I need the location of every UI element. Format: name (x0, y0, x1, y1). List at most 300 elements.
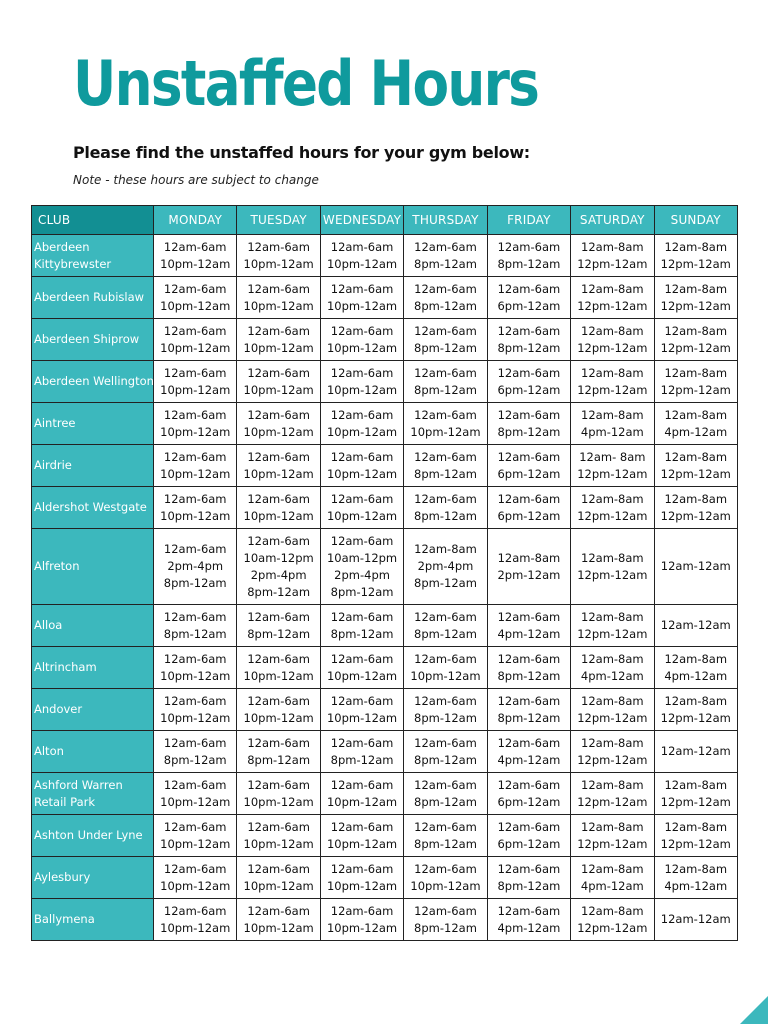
hours-cell (487, 773, 570, 815)
club-name-cell (32, 857, 154, 899)
hours-range: 12am-8am (664, 491, 728, 506)
hours-range: 12am-8am (581, 735, 644, 750)
hours-range: 10am-12pm (326, 550, 398, 565)
hours-range: 8pm-12am (163, 626, 227, 641)
hours-cell (487, 235, 570, 277)
hours-range: 2pm-4pm (417, 559, 474, 573)
hours-range: 10pm-12am (243, 794, 314, 809)
hours-range: 12am-8am (581, 365, 644, 380)
hours-cell (654, 403, 737, 445)
club-name-line: Kittybrewster (34, 256, 112, 271)
hours-range: 12am-8am (414, 542, 477, 556)
hours-range: 8pm-12am (247, 626, 311, 641)
column-header-club: CLUB (32, 206, 154, 235)
hours-cell (404, 731, 487, 773)
hours-range: 12am-6am (330, 365, 394, 380)
hours-cell (320, 731, 403, 773)
hours-cell (404, 361, 487, 403)
hours-range: 10pm-12am (160, 836, 231, 851)
hours-range: 10pm-12am (410, 668, 481, 683)
table-body (32, 235, 738, 941)
hours-range: 12am-6am (247, 365, 310, 380)
hours-range: 12am-6am (247, 281, 310, 296)
hours-cell (571, 277, 654, 319)
hours-range: 8pm-12am (247, 584, 311, 599)
hours-range: 12am-6am (163, 239, 227, 254)
hours-cell (320, 277, 403, 319)
hours-range: 10pm-12am (243, 298, 314, 313)
hours-cell (237, 899, 320, 941)
hours-cell (654, 445, 737, 487)
hours-cell (237, 605, 320, 647)
hours-cell (154, 403, 237, 445)
hours-range: 12am-6am (163, 323, 227, 338)
hours-range: 12pm-12am (577, 298, 648, 313)
hours-range: 10pm-12am (243, 466, 314, 481)
hours-range: 12am-8am (664, 407, 728, 422)
table-row (32, 319, 738, 361)
club-name-cell (32, 815, 154, 857)
hours-cell (154, 647, 237, 689)
hours-range: 12pm-12am (577, 710, 648, 725)
club-name-cell (32, 689, 154, 731)
table-row (32, 647, 738, 689)
hours-range: 10pm-12am (160, 668, 231, 683)
hours-cell (237, 487, 320, 529)
hours-range: 12am-6am (330, 323, 394, 338)
hours-cell (654, 235, 737, 277)
hours-range: 12am-8am (664, 239, 728, 254)
hours-range: 12pm-12am (660, 298, 731, 313)
hours-cell (237, 319, 320, 361)
hours-range: 12am-6am (497, 609, 561, 624)
hours-range: 12am-6am (497, 819, 561, 834)
club-name-cell (32, 899, 154, 941)
table-row (32, 899, 738, 941)
hours-range: 12pm-12am (660, 794, 731, 809)
hours-range: 12am-6am (247, 903, 310, 918)
hours-cell (320, 857, 403, 899)
hours-cell (487, 529, 570, 605)
hours-range: 12pm-12am (577, 256, 648, 271)
hours-cell (154, 773, 237, 815)
hours-cell (654, 857, 737, 899)
hours-range: 12pm-12am (577, 920, 648, 935)
table-row (32, 487, 738, 529)
hours-cell (154, 361, 237, 403)
hours-cell (320, 361, 403, 403)
hours-range: 12am-6am (163, 365, 227, 380)
hours-range: 12am-6am (414, 861, 477, 876)
hours-range: 12am-6am (330, 533, 394, 548)
hours-range: 12am-6am (497, 365, 561, 380)
hours-cell (237, 857, 320, 899)
hours-range: 8pm-12am (330, 584, 394, 599)
hours-cell (154, 605, 237, 647)
hours-range: 10pm-12am (326, 794, 398, 809)
hours-range: 8pm-12am (414, 508, 477, 523)
hours-cell (154, 445, 237, 487)
hours-range: 10pm-12am (160, 340, 231, 355)
hours-range: 12am-8am (664, 365, 728, 380)
club-name-cell (32, 773, 154, 815)
hours-cell (237, 361, 320, 403)
hours-cell (571, 647, 654, 689)
hours-range: 12am-12am (660, 912, 731, 926)
hours-range: 12am-12am (660, 744, 731, 758)
hours-cell (404, 899, 487, 941)
hours-cell (487, 445, 570, 487)
hours-range: 12am-12am (660, 559, 731, 573)
hours-range: 12am-6am (414, 365, 477, 380)
hours-cell (404, 857, 487, 899)
club-name-line: Aberdeen Wellington (34, 374, 154, 388)
hours-range: 10pm-12am (160, 794, 231, 809)
hours-range: 8pm-12am (414, 576, 477, 590)
hours-range: 12pm-12am (577, 508, 648, 523)
hours-range: 12am-8am (581, 407, 644, 422)
club-name-cell (32, 403, 154, 445)
hours-cell (320, 605, 403, 647)
hours-cell (320, 647, 403, 689)
hours-range: 12pm-12am (577, 466, 648, 481)
hours-cell (404, 235, 487, 277)
club-name-line: Alloa (34, 618, 63, 632)
hours-range: 10pm-12am (326, 298, 398, 313)
page-title: Unstaffed Hours (73, 47, 539, 120)
hours-range: 6pm-12am (497, 508, 561, 523)
hours-range: 12am-6am (163, 777, 227, 792)
hours-range: 8pm-12am (497, 710, 561, 725)
club-name-line: Altrincham (34, 660, 97, 674)
hours-range: 12am-6am (163, 491, 227, 506)
hours-range: 12am-6am (497, 735, 561, 750)
hours-cell (487, 815, 570, 857)
hours-cell (237, 445, 320, 487)
hours-range: 12pm-12am (577, 794, 648, 809)
hours-range: 4pm-12am (664, 668, 728, 683)
hours-range: 10pm-12am (160, 920, 231, 935)
hours-range: 12am-6am (163, 735, 227, 750)
hours-cell (571, 731, 654, 773)
table-row (32, 773, 738, 815)
hours-range: 12am-6am (163, 407, 227, 422)
hours-range: 10pm-12am (326, 878, 398, 893)
hours-range: 8pm-12am (497, 878, 561, 893)
hours-range: 12am-6am (330, 651, 394, 666)
hours-range: 12am-6am (497, 491, 561, 506)
table-row (32, 815, 738, 857)
hours-range: 12am-8am (581, 693, 644, 708)
hours-cell (154, 731, 237, 773)
column-header-monday: MONDAY (154, 206, 237, 235)
hours-range: 12am-6am (414, 491, 477, 506)
hours-range: 10pm-12am (160, 298, 231, 313)
table-row (32, 689, 738, 731)
hours-range: 6pm-12am (497, 298, 561, 313)
club-name-cell (32, 445, 154, 487)
hours-cell (571, 899, 654, 941)
hours-range: 12am-6am (330, 491, 394, 506)
club-name-cell (32, 529, 154, 605)
hours-range: 8pm-12am (414, 710, 477, 725)
hours-range: 10pm-12am (160, 878, 231, 893)
column-header-thursday: THURSDAY (404, 206, 487, 235)
hours-range: 12am-8am (581, 819, 644, 834)
table-row (32, 529, 738, 605)
hours-range: 8pm-12am (414, 794, 477, 809)
hours-range: 12am-6am (497, 407, 561, 422)
club-name-line: Aberdeen (34, 239, 90, 254)
hours-range: 12am-6am (497, 281, 561, 296)
hours-cell (654, 689, 737, 731)
hours-range: 4pm-12am (497, 920, 561, 935)
hours-range: 10pm-12am (160, 710, 231, 725)
hours-range: 12am-8am (581, 903, 644, 918)
hours-cell (237, 647, 320, 689)
hours-range: 10pm-12am (160, 256, 231, 271)
hours-range: 12am-6am (330, 239, 394, 254)
hours-cell (320, 235, 403, 277)
table-row (32, 445, 738, 487)
hours-cell (320, 815, 403, 857)
hours-range: 2pm-12am (497, 567, 561, 582)
table-row (32, 857, 738, 899)
hours-range: 12am- 8am (579, 449, 646, 464)
hours-cell (154, 487, 237, 529)
hours-cell (320, 773, 403, 815)
hours-range: 12am-6am (247, 777, 310, 792)
hours-range: 12am-6am (247, 735, 310, 750)
hours-range: 12am-6am (330, 777, 394, 792)
hours-range: 12pm-12am (660, 836, 731, 851)
hours-cell (154, 319, 237, 361)
hours-range: 12am-6am (247, 693, 310, 708)
hours-range: 12am-6am (163, 609, 227, 624)
hours-range: 12am-6am (163, 903, 227, 918)
hours-cell (320, 403, 403, 445)
hours-range: 12pm-12am (577, 836, 648, 851)
club-name-line: Alton (34, 744, 64, 758)
hours-cell (320, 487, 403, 529)
hours-range: 12am-6am (247, 407, 310, 422)
hours-cell (571, 403, 654, 445)
hours-cell (571, 361, 654, 403)
hours-cell (571, 605, 654, 647)
club-name-line: Ballymena (34, 912, 95, 926)
hours-range: 8pm-12am (414, 256, 477, 271)
hours-cell (404, 277, 487, 319)
hours-range: 12am-6am (497, 323, 561, 338)
hours-cell (487, 487, 570, 529)
club-name-cell (32, 647, 154, 689)
column-header-sunday: SUNDAY (654, 206, 737, 235)
hours-range: 4pm-12am (497, 626, 561, 641)
hours-range: 8pm-12am (414, 298, 477, 313)
hours-cell (654, 815, 737, 857)
hours-range: 12am-6am (497, 449, 561, 464)
hours-cell (404, 403, 487, 445)
hours-range: 10pm-12am (160, 382, 231, 397)
hours-range: 12am-6am (497, 903, 561, 918)
hours-range: 12am-6am (414, 735, 477, 750)
hours-range: 10pm-12am (160, 508, 231, 523)
club-name-line: Aintree (34, 416, 76, 430)
hours-cell (404, 773, 487, 815)
hours-cell (154, 815, 237, 857)
hours-range: 4pm-12am (580, 424, 644, 439)
club-name-line: Aylesbury (34, 870, 91, 884)
hours-cell (237, 403, 320, 445)
hours-range: 12am-6am (163, 819, 227, 834)
hours-range: 6pm-12am (497, 836, 561, 851)
hours-cell (154, 529, 237, 605)
hours-range: 2pm-4pm (250, 567, 307, 582)
hours-range: 10pm-12am (160, 424, 231, 439)
hours-range: 12am-8am (581, 609, 644, 624)
hours-cell (654, 319, 737, 361)
hours-range: 4pm-12am (580, 668, 644, 683)
hours-range: 10pm-12am (326, 424, 398, 439)
hours-range: 10pm-12am (243, 508, 314, 523)
hours-range: 10pm-12am (243, 668, 314, 683)
hours-range: 12pm-12am (577, 382, 648, 397)
hours-cell (404, 319, 487, 361)
hours-range: 8pm-12am (497, 668, 561, 683)
hours-range: 10pm-12am (243, 920, 314, 935)
hours-range: 12am-8am (664, 651, 728, 666)
hours-range: 4pm-12am (664, 878, 728, 893)
hours-range: 12am-6am (414, 903, 477, 918)
hours-range: 12am-6am (330, 693, 394, 708)
hours-range: 10pm-12am (326, 668, 398, 683)
hours-range: 12pm-12am (660, 382, 731, 397)
hours-range: 12am-8am (581, 239, 644, 254)
hours-range: 8pm-12am (414, 340, 477, 355)
table-row (32, 277, 738, 319)
hours-range: 8pm-12am (497, 256, 561, 271)
hours-cell (404, 605, 487, 647)
hours-range: 12pm-12am (660, 466, 731, 481)
hours-cell (571, 319, 654, 361)
hours-range: 10pm-12am (243, 340, 314, 355)
hours-range: 10pm-12am (243, 256, 314, 271)
hours-cell (154, 235, 237, 277)
hours-cell (404, 487, 487, 529)
hours-range: 10pm-12am (160, 466, 231, 481)
hours-range: 12am-12am (660, 618, 731, 632)
hours-range: 12am-8am (581, 323, 644, 338)
hours-range: 12am-8am (664, 819, 728, 834)
hours-cell (487, 647, 570, 689)
hours-range: 4pm-12am (580, 878, 644, 893)
hours-range: 12pm-12am (577, 752, 648, 767)
club-name-cell (32, 235, 154, 277)
club-name-cell (32, 277, 154, 319)
hours-cell (654, 361, 737, 403)
table-header-row (32, 206, 738, 235)
hours-range: 12pm-12am (660, 340, 731, 355)
hours-range: 10pm-12am (410, 878, 481, 893)
hours-range: 8pm-12am (247, 752, 311, 767)
hours-cell (571, 445, 654, 487)
hours-cell (237, 815, 320, 857)
hours-cell (320, 319, 403, 361)
hours-range: 12am-8am (581, 550, 644, 565)
hours-cell (320, 689, 403, 731)
hours-range: 10pm-12am (326, 340, 398, 355)
hours-range: 12am-6am (330, 407, 394, 422)
club-name-cell (32, 731, 154, 773)
hours-cell (237, 235, 320, 277)
hours-range: 10pm-12am (243, 710, 314, 725)
club-name-line: Aberdeen Rubislaw (34, 290, 145, 304)
hours-range: 6pm-12am (497, 382, 561, 397)
hours-range: 12am-6am (497, 777, 561, 792)
hours-cell (237, 689, 320, 731)
hours-range: 12am-6am (247, 609, 310, 624)
hours-cell (654, 647, 737, 689)
hours-cell (571, 815, 654, 857)
hours-range: 12am-6am (414, 281, 477, 296)
club-name-line: Aldershot Westgate (34, 500, 147, 514)
hours-range: 8pm-12am (414, 466, 477, 481)
hours-range: 12am-6am (330, 281, 394, 296)
hours-range: 10pm-12am (326, 256, 398, 271)
hours-range: 12am-6am (414, 777, 477, 792)
hours-range: 2pm-4pm (334, 567, 390, 582)
hours-range: 12pm-12am (660, 710, 731, 725)
hours-range: 12am-6am (163, 449, 227, 464)
club-name-line: Airdrie (34, 458, 72, 472)
hours-range: 12am-6am (497, 861, 561, 876)
club-name-cell (32, 605, 154, 647)
hours-range: 12am-6am (163, 651, 227, 666)
hours-cell (154, 277, 237, 319)
hours-range: 8pm-12am (497, 340, 561, 355)
hours-cell (404, 647, 487, 689)
hours-range: 12am-6am (247, 533, 310, 548)
club-name-line: Retail Park (34, 794, 96, 809)
hours-cell (320, 529, 403, 605)
hours-range: 12am-6am (414, 693, 477, 708)
hours-range: 12am-6am (247, 651, 310, 666)
hours-cell (154, 899, 237, 941)
club-name-cell (32, 487, 154, 529)
hours-range: 10pm-12am (243, 424, 314, 439)
hours-cell (654, 899, 737, 941)
hours-range: 10pm-12am (410, 424, 481, 439)
table-row (32, 361, 738, 403)
hours-range: 12am-6am (330, 449, 394, 464)
hours-range: 12am-8am (664, 777, 728, 792)
hours-cell (404, 689, 487, 731)
hours-range: 12am-6am (163, 542, 227, 556)
hours-cell (320, 899, 403, 941)
club-name-cell (32, 319, 154, 361)
hours-cell (487, 403, 570, 445)
hours-range: 8pm-12am (414, 626, 477, 641)
hours-range: 12am-8am (664, 693, 728, 708)
hours-cell (237, 731, 320, 773)
hours-range: 12am-6am (330, 735, 394, 750)
hours-range: 12am-6am (414, 609, 477, 624)
hours-range: 12am-8am (664, 281, 728, 296)
hours-range: 8pm-12am (414, 382, 477, 397)
hours-range: 4pm-12am (497, 752, 561, 767)
hours-cell (404, 445, 487, 487)
hours-range: 12am-6am (330, 903, 394, 918)
